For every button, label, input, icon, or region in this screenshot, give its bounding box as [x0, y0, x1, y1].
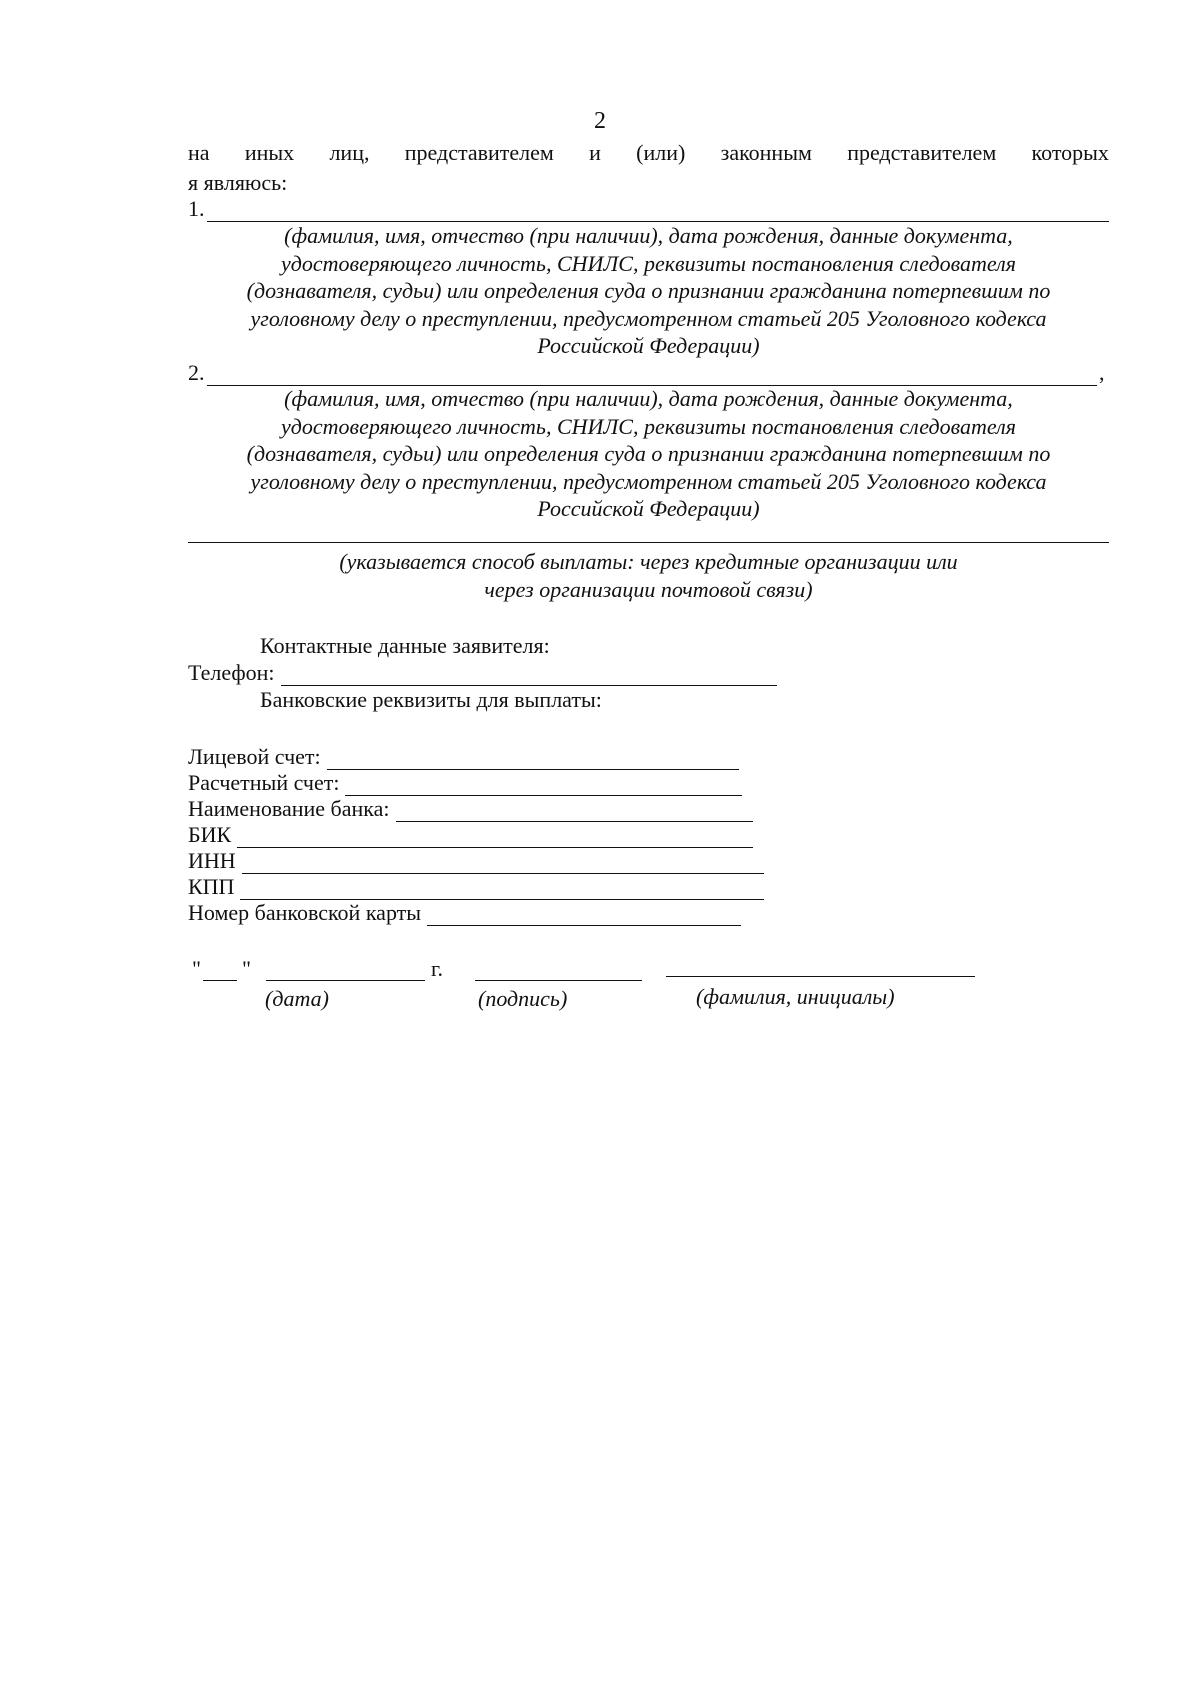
caption-line: (дознавателя, судьи) или определения суда о признании гражданина потерпевшим по [246, 278, 1051, 303]
page-number: 2 [594, 108, 606, 134]
phone-row [188, 660, 777, 686]
inn-row [188, 848, 764, 874]
phone-field[interactable] [281, 665, 777, 686]
caption-line: удостоверяющего личность, СНИЛС, реквизиты постановления следователя [281, 250, 1016, 276]
account-field[interactable] [327, 749, 739, 770]
item-1-caption [188, 222, 1109, 360]
date-close-quote: " [242, 956, 251, 981]
bik-field[interactable] [237, 827, 753, 848]
day-field[interactable] [203, 980, 237, 981]
payment-method-caption [188, 548, 1109, 603]
contacts-heading: Контактные данные заявителя: [260, 633, 550, 658]
caption-line: (фамилия, имя, отчество (при наличии), дата рождения, данные документа, [284, 223, 1013, 248]
year-suffix: г. [431, 956, 444, 981]
date-caption: (дата) [265, 986, 329, 1011]
item-2-fill-line[interactable] [207, 363, 1098, 386]
date-open-quote: " [192, 956, 201, 981]
inn-field[interactable] [242, 853, 764, 874]
settlement-account-field[interactable] [345, 775, 742, 796]
intro-word: и [589, 140, 601, 165]
card-number-row [188, 900, 741, 926]
payment-method-line[interactable] [188, 542, 1109, 543]
phone-label: Телефон: [188, 660, 275, 685]
settlement-account-label: Расчетный счет: [188, 770, 340, 795]
item-number: 2. [188, 360, 205, 385]
bank-name-label: Наименование банка: [188, 796, 390, 821]
card-number-field[interactable] [427, 905, 741, 926]
item-2-row [188, 360, 1109, 386]
caption-line: уголовному делу о преступлении, предусмотренном статьей 205 Уголовного кодекса [250, 468, 1047, 494]
intro-word: которых [1031, 140, 1109, 165]
item-1-fill-line[interactable] [207, 199, 1110, 222]
intro-line [188, 140, 1109, 166]
caption-line: уголовному делу о преступлении, предусмотренном статьей 205 Уголовного кодекса [250, 305, 1047, 331]
item-2-caption [188, 385, 1109, 523]
intro-word: представителем [404, 140, 554, 165]
signature-caption: (подпись) [478, 986, 568, 1011]
intro-word: лиц, [329, 140, 370, 165]
item-number: 1. [188, 196, 205, 221]
intro-word: законным [720, 140, 812, 165]
inn-label: ИНН [188, 848, 236, 873]
caption-line: через организации почтовой связи) [484, 576, 813, 602]
bik-row [188, 822, 753, 848]
month-field[interactable] [266, 980, 425, 981]
signature-field[interactable] [475, 980, 642, 981]
intro-word: (или) [636, 140, 686, 165]
kpp-field[interactable] [240, 879, 764, 900]
caption-line: Российской Федерации) [537, 333, 760, 358]
caption-line: удостоверяющего личность, СНИЛС, реквизиты постановления следователя [281, 413, 1016, 439]
settlement-account-row [188, 770, 742, 796]
bik-label: БИК [188, 822, 232, 847]
card-number-label: Номер банковской карты [188, 900, 422, 925]
bank-heading: Банковские реквизиты для выплаты: [260, 687, 602, 712]
caption-line: (указывается способ выплаты: через кредитные организации или [339, 549, 958, 574]
name-field[interactable] [666, 976, 975, 977]
kpp-row [188, 874, 764, 900]
intro-word: представителем [847, 140, 997, 165]
bank-name-field[interactable] [396, 801, 753, 822]
bank-name-row [188, 796, 753, 822]
item-1-row [188, 196, 1109, 222]
account-row [188, 744, 739, 770]
caption-line: (дознавателя, судьи) или определения суда о признании гражданина потерпевшим по [246, 441, 1051, 466]
item-2-comma: , [1099, 360, 1105, 385]
intro-word: на [188, 140, 210, 165]
name-caption: (фамилия, инициалы) [696, 984, 895, 1009]
kpp-label: КПП [188, 874, 235, 899]
intro-line-2: я являюсь: [188, 170, 288, 195]
caption-line: Российской Федерации) [537, 496, 760, 521]
account-label: Лицевой счет: [188, 744, 321, 769]
intro-word: иных [244, 140, 295, 165]
caption-line: (фамилия, имя, отчество (при наличии), дата рождения, данные документа, [284, 386, 1013, 411]
